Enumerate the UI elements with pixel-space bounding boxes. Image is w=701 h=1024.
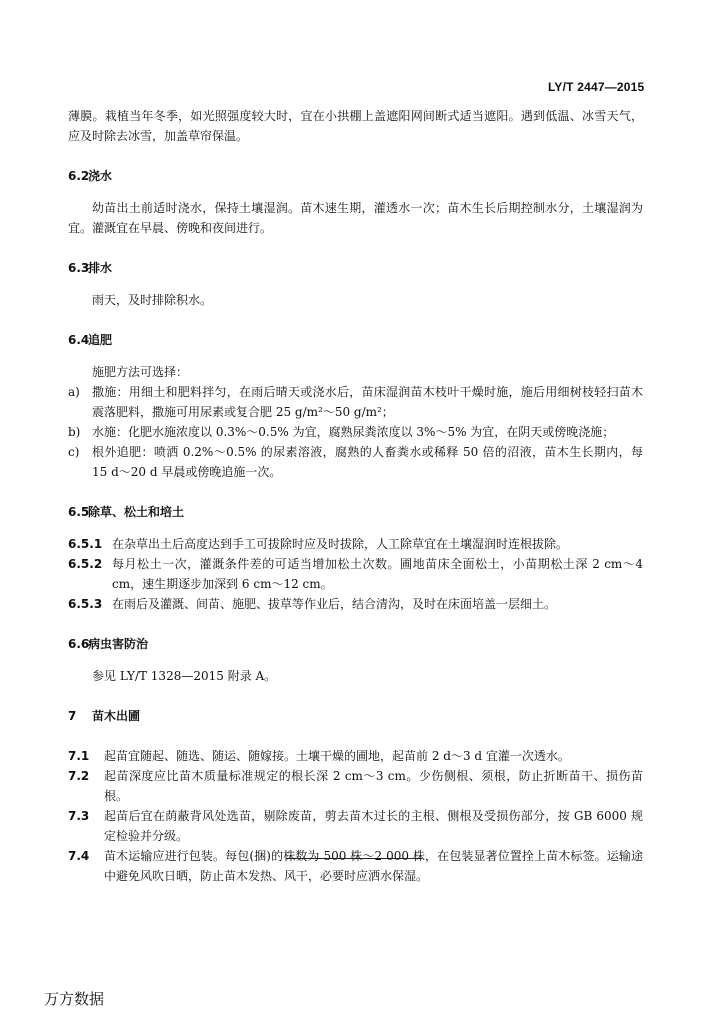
section-number: 6.5 [68,505,90,519]
clause-7-2 [68,766,643,806]
intro-paragraph: 薄膜。栽植当年冬季，如光照强度较大时，宜在小拱棚上盖遮阳网间断式适当遮阳。遇到低温、冰雪天气，应及时除去冰雪，加盖草帘保温。 [68,109,643,143]
section-title: 除草、松土和培土 [88,505,185,519]
list-text: 水施：化肥水施浓度以 0.3%～0.5% 为宜，腐熟尿粪浓度以 3%～5% 为宜，在阴天或傍晚浇施； [92,425,615,439]
section-number: 6.3 [68,261,90,275]
end-rule [286,858,422,859]
clause-6-5-1 [68,534,643,554]
section-7-heading [68,706,643,726]
section-6-4-lead: 施肥方法可选择： [92,365,189,379]
section-6-2-heading [68,166,643,186]
footer-watermark: 万方数据 [44,990,105,1008]
clause-text: 在雨后及灌溉、间苗、施肥、拔草等作业后，结合清沟，及时在床面培盖一层细土。 [112,597,557,611]
list-item [68,422,643,442]
clause-number: 6.5.3 [68,597,103,611]
section-6-4-heading [68,330,643,350]
section-6-3-text: 雨天，及时排除积水。 [92,293,213,307]
section-number: 6.6 [68,637,90,651]
clause-number: 6.5.1 [68,537,103,551]
section-6-3-heading [68,258,643,278]
section-6-2-text: 幼苗出土前适时浇水，保持土壤湿润。苗木速生期，灌透水一次；苗木生长后期控制水分，土壤湿润为宜。灌溉宜在早晨、傍晚和夜间进行。 [68,201,643,235]
document-body [68,106,643,886]
clause-number: 7.1 [68,749,90,763]
list-item [68,442,643,482]
section-number: 6.4 [68,333,90,347]
standard-number: LY/T 2447—2015 [548,80,645,94]
section-6-6-text: 参见 LY/T 1328—2015 附录 A。 [92,669,277,683]
section-number: 6.2 [68,169,90,183]
section-title: 病虫害防治 [88,637,149,651]
clause-text: 苗木运输应进行包装。每包(捆)的株数为 500 株～2 000 株，在包装显著位置拴上苗木标签。运输途中避免风吹日晒，防止苗木发热、风干，必要时应洒水保湿。 [104,849,643,883]
section-title: 排水 [88,261,113,275]
clause-text: 起苗后宜在荫蔽背风处选苗，剔除废苗，剪去苗木过长的主根、侧根及受损伤部分，按 GB 6000 规定检验并分级。 [104,809,643,843]
clause-6-5-3 [68,594,643,614]
clause-text: 起苗宜随起、随选、随运、随嫁接。土壤干燥的圃地，起苗前 2 d～3 d 宜灌一次透水。 [104,749,570,763]
list-marker: a) [68,385,80,399]
section-number: 7 [68,709,77,723]
section-title: 浇水 [88,169,113,183]
list-marker: c) [68,445,80,459]
list-marker: b) [68,425,81,439]
clause-number: 7.4 [68,849,90,863]
clause-number: 7.3 [68,809,90,823]
section-title: 苗木出圃 [92,709,141,723]
list-item [68,382,643,422]
clause-7-4 [68,846,643,886]
clause-text: 起苗深度应比苗木质量标准规定的根长深 2 cm～3 cm。少伤侧根、须根，防止折断苗干、损伤苗根。 [104,769,643,803]
section-6-5-heading [68,502,643,522]
clause-number: 7.2 [68,769,90,783]
section-title: 追肥 [88,333,113,347]
clause-7-3 [68,806,643,846]
clause-text: 在杂草出土后高度达到手工可拔除时应及时拔除，人工除草宜在土壤湿润时连根拔除。 [112,537,569,551]
clause-number: 6.5.2 [68,557,103,571]
list-text: 根外追肥：喷洒 0.2%～0.5% 的尿素溶液，腐熟的人畜粪水或稀释 50 倍的沼液，苗木生长期内，每 15 d～20 d 早晨或傍晚追施一次。 [92,445,643,479]
list-text: 撒施：用细土和肥料拌匀，在雨后晴天或浇水后，苗床湿润苗木枝叶干燥时施，施后用细树枝轻扫苗木震落肥料，撒施可用尿素或复合肥 25 g/m²～50 g/m²； [92,385,643,419]
section-6-6-heading [68,634,643,654]
clause-text: 每月松土一次，灌溉条件差的可适当增加松土次数。圃地苗床全面松土，小苗期松土深 2 cm～4 cm，速生期逐步加深到 6 cm～12 cm。 [112,557,643,591]
clause-7-1 [68,746,643,766]
clause-6-5-2 [68,554,643,594]
